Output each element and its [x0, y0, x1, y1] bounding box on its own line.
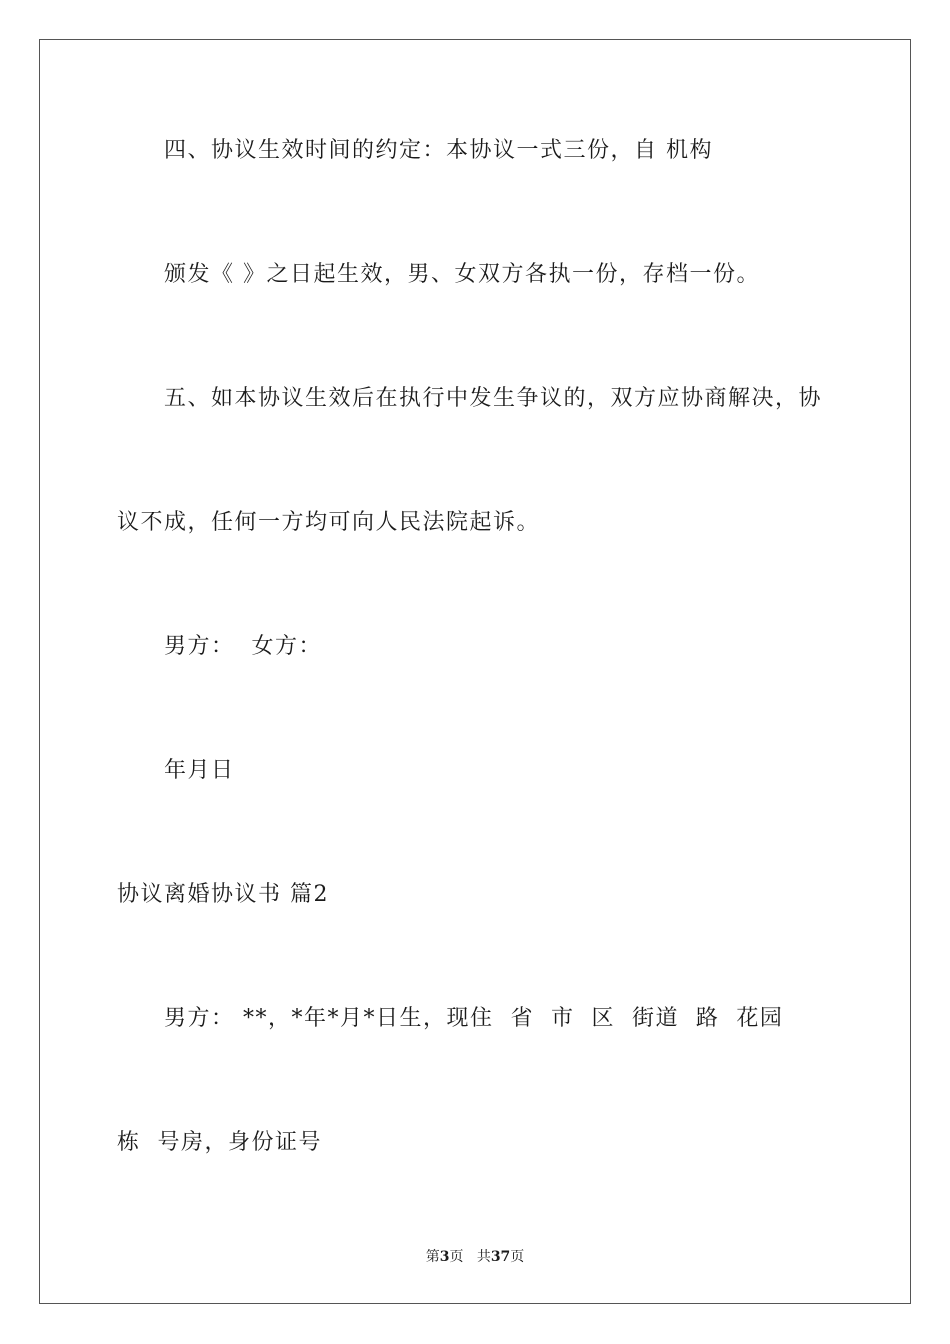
section-heading: 协议离婚协议书 篇2	[117, 882, 329, 907]
clause-four-line-1: 四、协议生效时间的约定：本协议一式三份，自 机构	[164, 138, 713, 163]
date-line: 年月日	[164, 758, 235, 783]
page-footer	[0, 1247, 950, 1267]
page-frame	[39, 39, 911, 1304]
signature-line: 男方： 女方：	[164, 634, 322, 659]
footer-page-unit: 页	[449, 1249, 464, 1265]
footer-total-prefix: 共	[476, 1249, 491, 1265]
footer-total-pages: 37	[490, 1249, 511, 1265]
footer-page-number: 3	[439, 1249, 450, 1265]
footer-page-prefix: 第	[425, 1249, 440, 1265]
male-party-line-2: 栋 号房，身份证号	[117, 1130, 322, 1155]
footer-total-unit: 页	[510, 1249, 525, 1265]
clause-five-line-1: 五、如本协议生效后在执行中发生争议的，双方应协商解决，协	[164, 386, 823, 411]
clause-four-line-2: 颁发《 》之日起生效，男、女双方各执一份，存档一份。	[164, 262, 760, 287]
clause-five-line-2: 议不成，任何一方均可向人民法院起诉。	[117, 510, 541, 535]
male-party-line-1: 男方： **，*年*月*日生，现住 省 市 区 街道 路 花园	[164, 1006, 784, 1031]
